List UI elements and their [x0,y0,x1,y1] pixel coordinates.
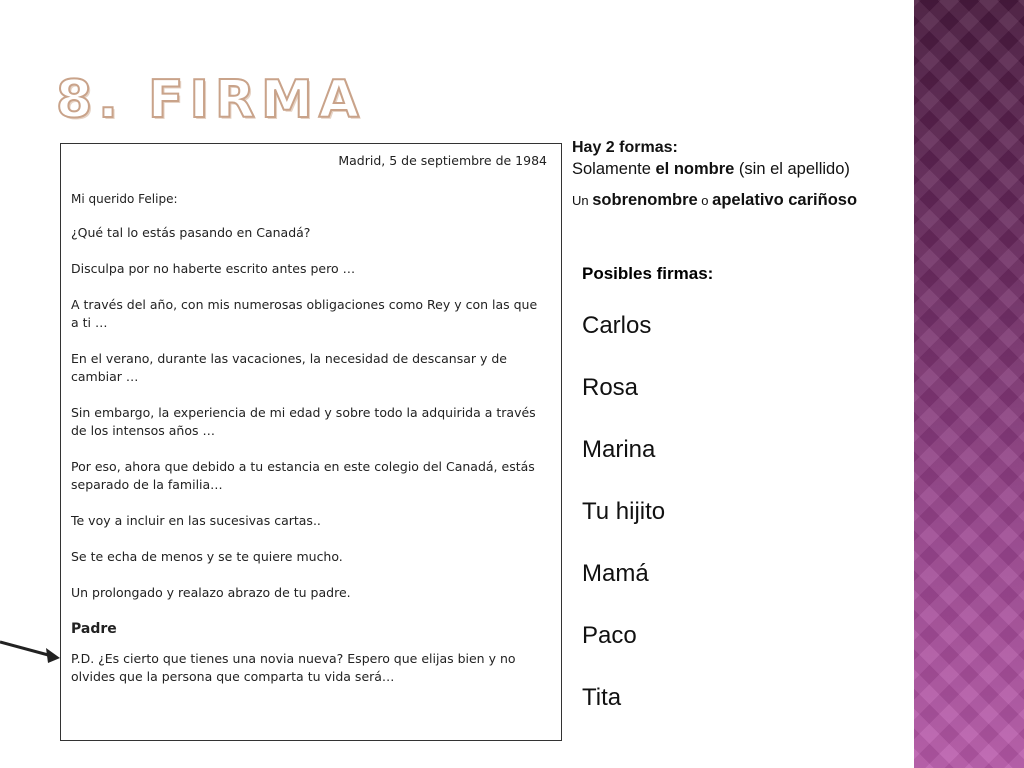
letter-box [60,143,562,741]
signature-item: Paco [582,622,637,649]
signature-item: Rosa [582,374,639,401]
text-fragment: (sin el apellido) [734,160,850,178]
letter-paragraph: Un prolongado y realazo abrazo de tu padre. [71,585,351,600]
forms-option-nickname [572,188,912,213]
forms-option-name [572,158,912,180]
text-fragment: Un [572,193,593,208]
letter-paragraph: Te voy a incluir en las sucesivas cartas.. [71,513,321,528]
text-fragment: Solamente [572,160,656,178]
slide-title: 8. FIRMA [56,70,365,130]
text-fragment-bold: apelativo cariñoso [712,191,858,209]
signature-list [582,312,665,746]
text-fragment-bold: el nombre [655,160,735,178]
signature-item: Marina [582,436,656,463]
letter-date: Madrid, 5 de septiembre de 1984 [338,153,547,168]
signature-item: Mamá [582,560,649,587]
signature-item: Carlos [582,312,652,339]
letter-paragraph: ¿Qué tal lo estás pasando en Canadá? [71,225,311,240]
letter-greeting: Mi querido Felipe: [71,192,178,206]
decorative-side-panel [914,0,1024,768]
letter-paragraph: Por eso, ahora que debido a tu estancia en este colegio del Canadá, estás separado de la familia… [71,459,535,492]
forms-explanation [572,138,912,230]
letter-paragraph: En el verano, durante las vacaciones, la necesidad de descansar y de cambiar … [71,351,507,384]
forms-heading: Hay 2 formas: [572,139,678,156]
text-fragment-bold: sobrenombre [592,191,698,209]
letter-postscript: P.D. ¿Es cierto que tienes una novia nueva? Espero que elijas bien y no olvides que la persona que comparta tu vida será… [71,651,516,684]
text-fragment: o [697,193,713,208]
possible-signatures-title: Posibles firmas: [582,264,714,283]
signature-item: Tu hijito [582,498,666,525]
letter-signature: Padre [71,621,117,637]
arrow-icon [0,636,62,666]
signature-item: Tita [582,684,622,711]
letter-paragraph: Sin embargo, la experiencia de mi edad y sobre todo la adquirida a través de los intensos años … [71,405,536,438]
letter-paragraph: Disculpa por no haberte escrito antes pero … [71,261,356,276]
letter-paragraph: Se te echa de menos y se te quiere mucho. [71,549,343,564]
letter-paragraph: A través del año, con mis numerosas obligaciones como Rey y con las que a ti … [71,297,538,330]
